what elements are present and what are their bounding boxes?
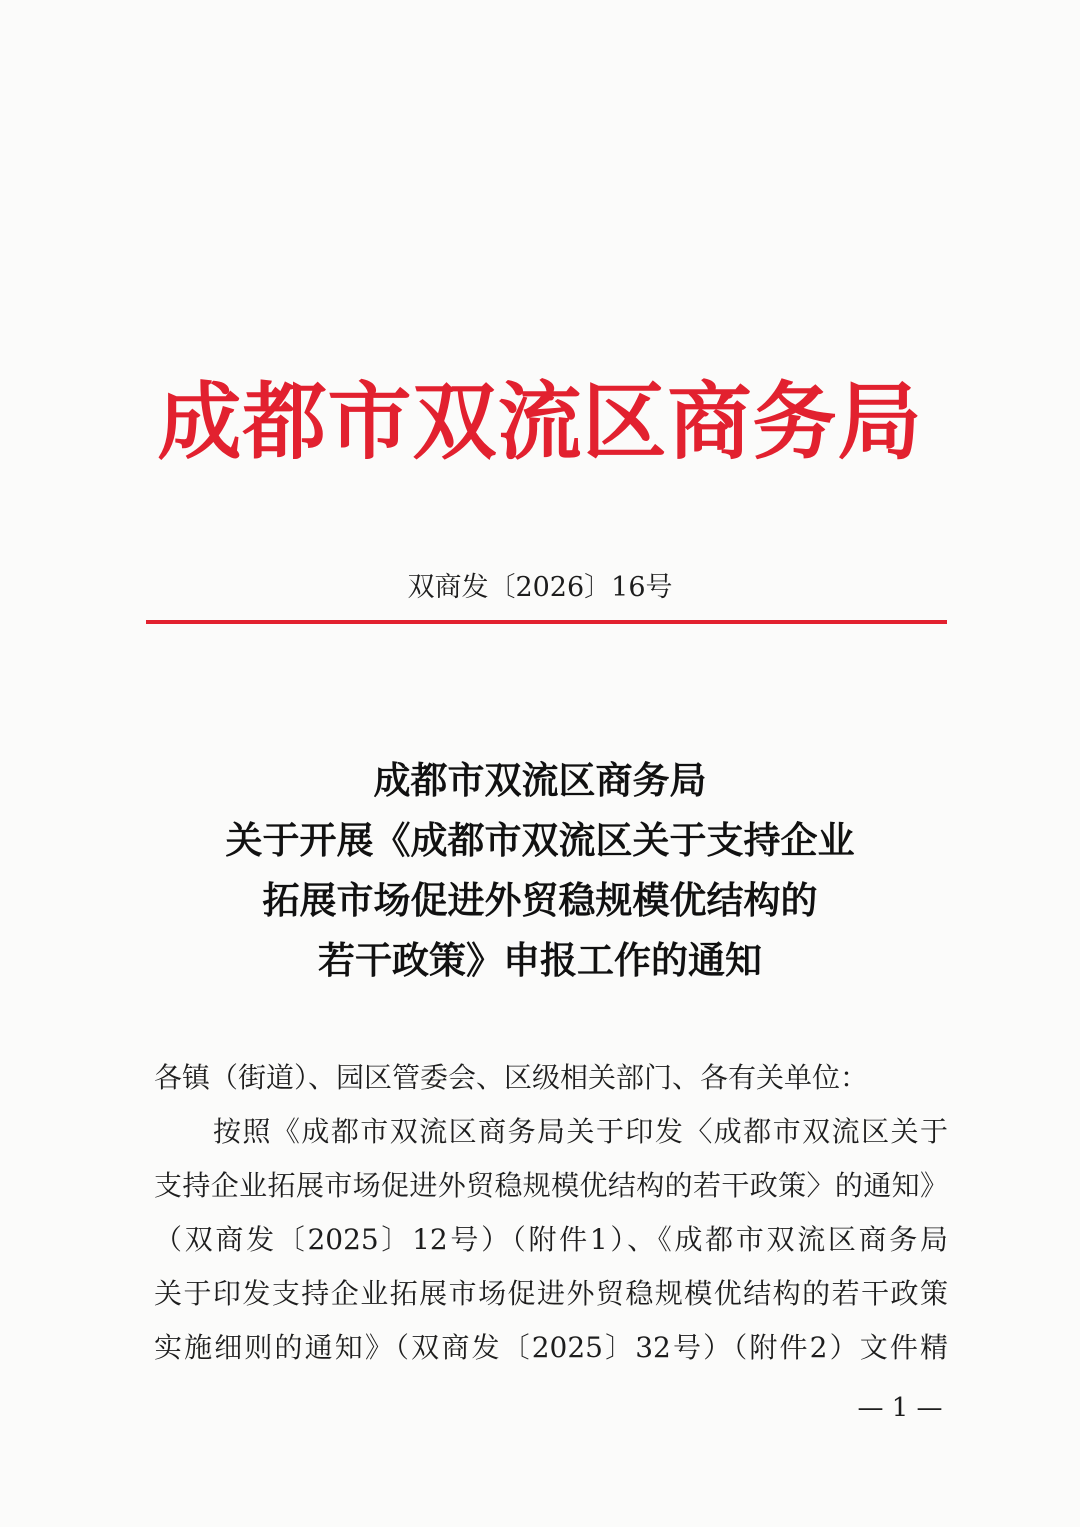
red-separator-line [146, 620, 947, 624]
page-number: — 1 — [857, 1393, 943, 1423]
title-line: 拓展市场促进外贸稳规模优结构的 [262, 878, 818, 922]
paragraph-line: （双商发〔2025〕12号）（附件1）、《成都市双流区商务局 [154, 1223, 948, 1256]
title-line: 成都市双流区商务局 [373, 758, 707, 802]
salutation: 各镇（街道）、园区管委会、区级相关部门、各有关单位： [154, 1061, 869, 1094]
document-number: 双商发〔2026〕16号 [407, 572, 673, 603]
paragraph-line: 按照《成都市双流区商务局关于印发〈成都市双流区关于 [213, 1115, 948, 1148]
issuer-red-header: 成都市双流区商务局 [157, 372, 923, 471]
title-line: 若干政策》申报工作的通知 [318, 938, 762, 982]
document-title [0, 750, 1080, 990]
title-line: 关于开展《成都市双流区关于支持企业 [225, 818, 855, 862]
paragraph-line: 支持企业拓展市场促进外贸稳规模优结构的若干政策〉的通知》 [154, 1169, 948, 1202]
paragraph-line: 实施细则的通知》（双商发〔2025〕32号）（附件2）文件精 [154, 1331, 948, 1364]
paragraph-line: 关于印发支持企业拓展市场促进外贸稳规模优结构的若干政策 [154, 1277, 948, 1310]
